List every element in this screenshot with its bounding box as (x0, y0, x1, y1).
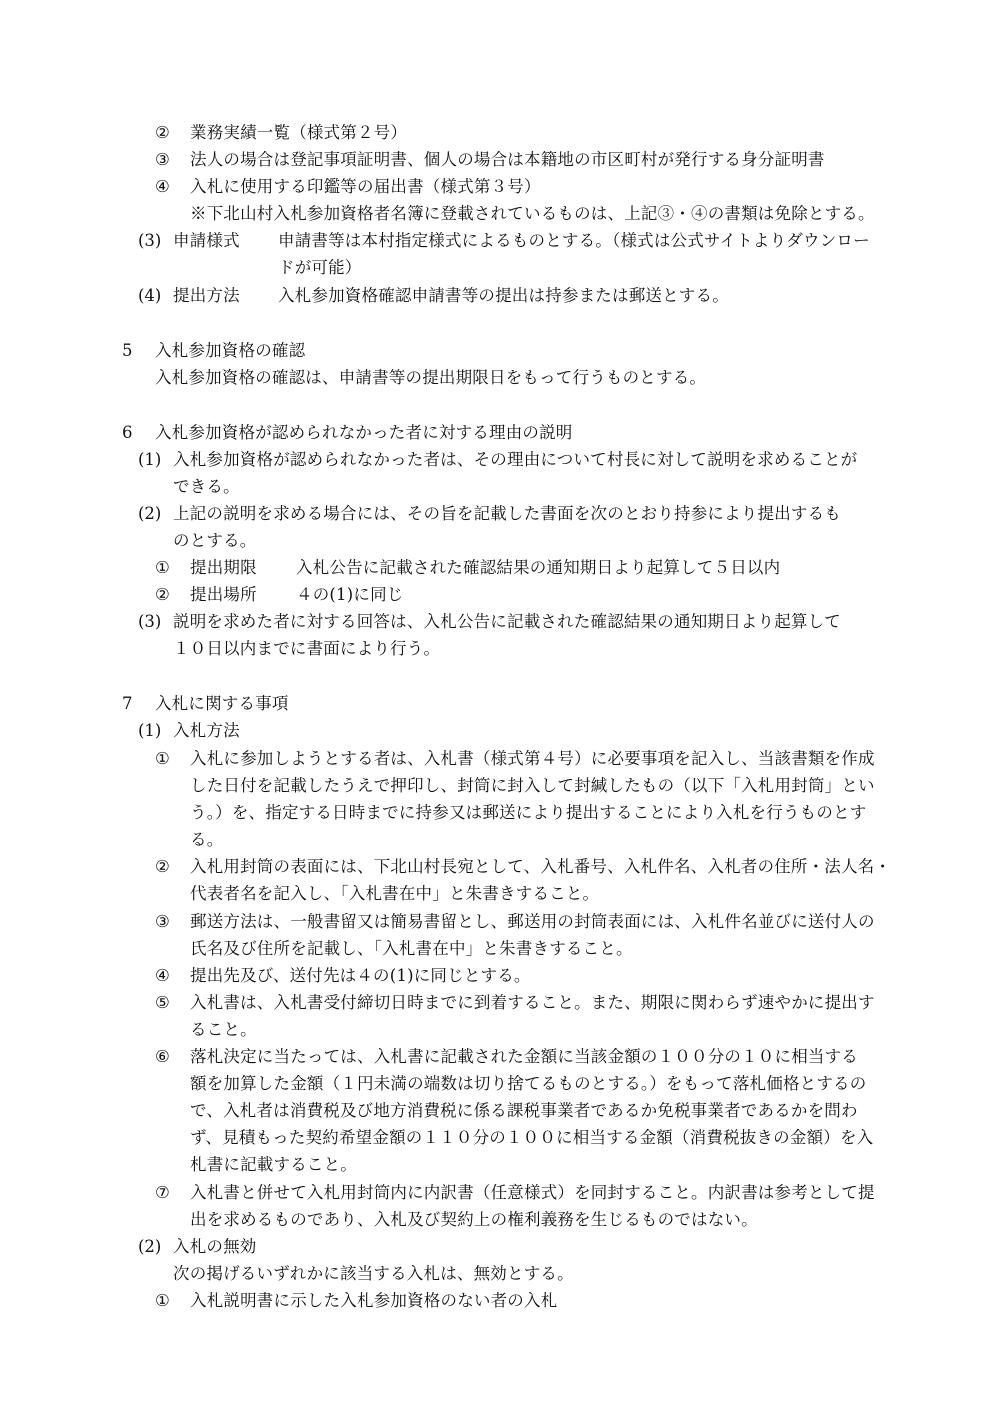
item-text: る。 (190, 830, 224, 849)
item-marker: ④ (155, 966, 170, 985)
item-text: 額を加算した金額（１円未満の端数は切り捨てるものとする。）をもって落札価格とするの (190, 1074, 867, 1093)
item-heading: 提出方法 (173, 286, 240, 305)
item-text: ４の(1)に同じ (296, 585, 404, 604)
item-text: 入札説明書に示した入札参加資格のない者の入札 (190, 1291, 558, 1310)
item-marker: ① (155, 558, 170, 577)
note-text: ※下北山村入札参加資格者名簿に登載されているものは、上記③・④の書類は免除とする。 (190, 204, 875, 223)
item-text: う。）を、指定する日時までに持参又は郵送により提出することにより入札を行うものとす (190, 803, 867, 822)
section-number: 6 (122, 423, 133, 442)
item-text: 上記の説明を求める場合には、その旨を記載した書面を次のとおり持参により提出するも (173, 504, 841, 523)
item-text: 入札用封筒の表面には、下北山村長宛として、入札番号、入札件名、入札者の住所・法人名・ (190, 857, 892, 876)
item-text: 落札決定に当たっては、入札書に記載された金額に当該金額の１００分の１０に相当する (190, 1047, 858, 1066)
paragraph-text: 入札参加資格の確認は、申請書等の提出期限日をもって行うものとする。 (155, 368, 707, 387)
item-text: で、入札者は消費税及び地方消費税に係る課税事業者であるか免税事業者であるかを問わ (190, 1101, 858, 1120)
item-text: 入札に参加しようとする者は、入札書（様式第４号）に必要事項を記入し、当該書類を作成 (190, 749, 875, 768)
item-heading: 申請様式 (173, 231, 240, 250)
item-text: 申請書等は本村指定様式によるものとする。（様式は公式サイトよりダウンロー (278, 231, 870, 250)
item-text: 出を求めるものであり、入札及び契約上の権利義務を生じるものではない。 (190, 1210, 758, 1229)
paragraph-text: 次の掲げるいずれかに該当する入札は、無効とする。 (173, 1264, 574, 1283)
item-marker: (4) (138, 286, 162, 305)
item-marker: (1) (138, 721, 162, 740)
item-text: 入札参加資格が認められなかった者は、その理由について村長に対して説明を求めることが (173, 450, 858, 469)
section-number: 7 (122, 694, 133, 713)
item-heading: 提出期限 (190, 558, 257, 577)
item-heading: 提出場所 (190, 585, 257, 604)
item-text: 説明を求めた者に対する回答は、入札公告に記載された確認結果の通知期日より起算して (173, 612, 841, 631)
section-title: 入札に関する事項 (155, 694, 289, 713)
item-marker: ⑦ (155, 1183, 170, 1202)
item-text: 業務実績一覧（様式第２号） (190, 123, 408, 142)
item-text: のとする。 (173, 531, 257, 550)
item-text: 入札書は、入札書受付締切日時までに到着すること。また、期限に関わらず速やかに提出す (190, 993, 875, 1012)
item-text: 札書に記載すること。 (190, 1155, 357, 1174)
section-title: 入札参加資格の確認 (155, 341, 306, 360)
item-marker: ① (155, 749, 170, 768)
item-heading: 入札の無効 (173, 1237, 257, 1256)
item-text: 入札公告に記載された確認結果の通知期日より起算して５日以内 (296, 558, 781, 577)
item-text: 入札に使用する印鑑等の届出書（様式第３号） (190, 177, 541, 196)
item-marker: ① (155, 1291, 170, 1310)
item-marker: (2) (138, 504, 162, 523)
item-marker: (1) (138, 450, 162, 469)
item-text: 入札書と併せて入札用封筒内に内訳書（任意様式）を同封すること。内訳書は参考として提 (190, 1183, 875, 1202)
item-text: 法人の場合は登記事項証明書、個人の場合は本籍地の市区町村が発行する身分証明書 (190, 150, 825, 169)
item-text: 提出先及び、送付先は４の(1)に同じとする。 (190, 966, 531, 985)
item-marker: (3) (138, 231, 162, 250)
item-marker: ⑤ (155, 993, 170, 1012)
item-text: ドが可能） (278, 258, 362, 277)
section-title: 入札参加資格が認められなかった者に対する理由の説明 (155, 423, 573, 442)
item-text: 代表者名を記入し、「入札書在中」と朱書きすること。 (190, 884, 600, 903)
item-heading: 入札方法 (173, 721, 240, 740)
item-marker: ⑥ (155, 1047, 170, 1066)
item-text: ず、見積もった契約希望金額の１１０分の１００に相当する金額（消費税抜きの金額）を入 (190, 1128, 874, 1147)
item-text: １０日以内までに書面により行う。 (173, 639, 441, 658)
item-marker: ④ (155, 177, 170, 196)
item-text: 氏名及び住所を記載し、「入札書在中」と朱書きすること。 (190, 939, 633, 958)
item-text: できる。 (173, 477, 240, 496)
item-text: ること。 (190, 1020, 257, 1039)
section-number: 5 (122, 341, 133, 360)
item-marker: ③ (155, 150, 170, 169)
item-marker: ③ (155, 912, 170, 931)
item-marker: ② (155, 857, 170, 876)
item-text: 郵送方法は、一般書留又は簡易書留とし、郵送用の封筒表面には、入札件名並びに送付人の (190, 912, 875, 931)
item-text: 入札参加資格確認申請書等の提出は持参または郵送とする。 (278, 286, 729, 305)
item-marker: (2) (138, 1237, 162, 1256)
item-text: した日付を記載したうえで押印し、封筒に封入して封緘したもの（以下「入札用封筒」とい (190, 776, 875, 795)
item-marker: ② (155, 585, 170, 604)
item-marker: (3) (138, 612, 162, 631)
item-marker: ② (155, 123, 170, 142)
